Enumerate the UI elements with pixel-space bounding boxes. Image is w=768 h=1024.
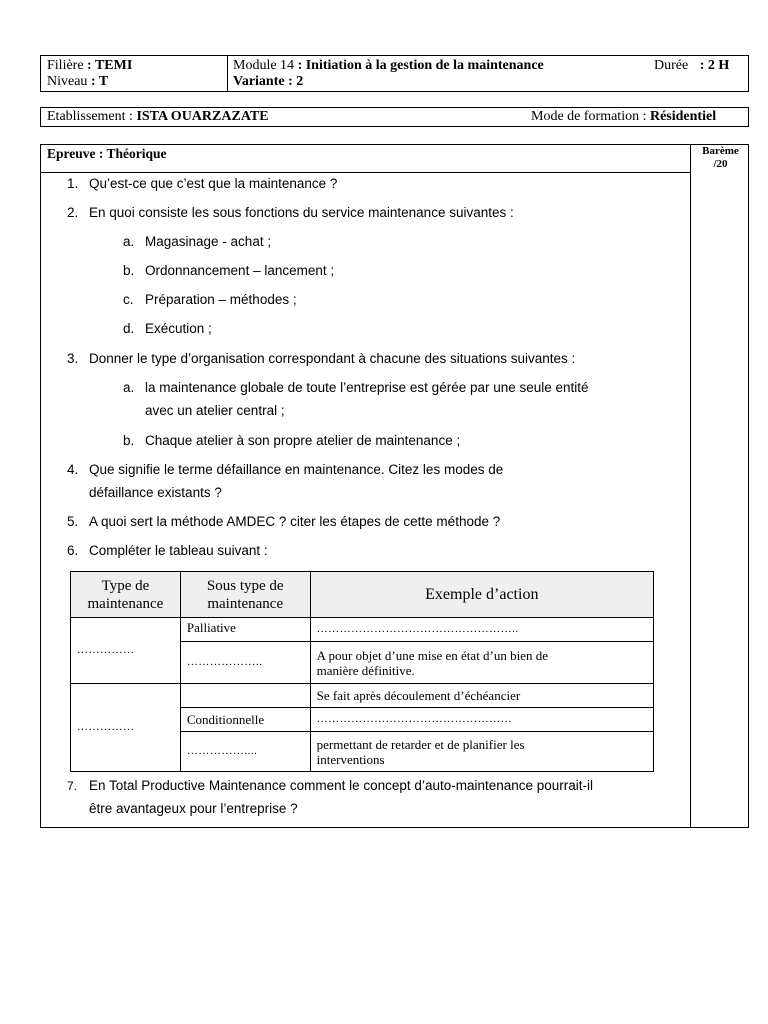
exemple-cell-2: A pour objet d’une mise en état d’un bien de manière définitive.	[310, 642, 653, 684]
filiere-value: TEMI	[94, 58, 133, 73]
filiere-line: Filière : TEMI	[47, 58, 133, 73]
mode-value: Résidentiel	[649, 109, 717, 124]
question-4: 4. Que signifie le terme défaillance en maintenance. Citez les modes de	[67, 462, 504, 477]
etablissement-label: Etablissement :	[47, 109, 133, 124]
sous-type-cell-5: ……………....	[180, 732, 310, 772]
bareme-label: Barème	[702, 145, 739, 157]
q2-item-b: b. Ordonnancement – lancement ;	[123, 263, 335, 278]
q3-item-a: a. la maintenance globale de toute l’entreprise est gérée par une seule entité	[123, 380, 589, 395]
etablissement-value: ISTA OUARZAZATE	[136, 109, 269, 124]
type-cell-2: ……………	[71, 684, 181, 772]
exemple-cell-5: permettant de retarder et de planifier les interventions	[310, 732, 653, 772]
module-line: Module 14 : Initiation à la gestion de la maintenance	[233, 58, 544, 73]
type-cell-1: ……………	[71, 618, 181, 684]
variante-line: Variante : 2	[233, 74, 304, 89]
question-4-cont: défaillance existants ?	[89, 485, 222, 500]
exemple-cell-3: Se fait après découlement d’échéancier	[310, 684, 653, 708]
variante-value: 2	[296, 74, 304, 89]
exemple-cell-1: ……………………………………………..	[310, 618, 653, 642]
duree-line	[654, 58, 729, 74]
question-3: 3. Donner le type d’organisation correspondant à chacune des situations suivantes :	[67, 351, 576, 366]
duree-value: : 2 H	[699, 58, 730, 73]
module-label: Module 14	[233, 58, 295, 73]
sous-type-cell-2: ………………..	[180, 642, 310, 684]
question-2: 2. En quoi consiste les sous fonctions du service maintenance suivantes :	[67, 205, 514, 220]
question-5: 5. A quoi sert la méthode AMDEC ? citer les étapes de cette méthode ?	[67, 514, 501, 529]
question-6: 6. Compléter le tableau suivant :	[67, 543, 268, 558]
duree-label: Durée	[654, 58, 689, 73]
niveau-value: T	[98, 74, 109, 89]
niveau-label: Niveau	[47, 74, 88, 89]
question-1: 1. Qu’est-ce que c’est que la maintenance ?	[67, 176, 338, 191]
epreuve-title: Epreuve : Théorique	[47, 146, 167, 161]
niveau-line: Niveau : T	[47, 74, 109, 89]
filiere-label: Filière	[47, 58, 84, 73]
q2-item-d: d. Exécution ;	[123, 321, 212, 336]
q3-item-a-cont: avec un atelier central ;	[145, 403, 285, 418]
variante-label: Variante	[233, 74, 285, 89]
bareme-column-divider	[690, 144, 691, 828]
question-7-cont: être avantageux pour l’entreprise ?	[89, 801, 298, 816]
q2-item-c: c. Préparation – méthodes ;	[123, 292, 297, 307]
q3-item-b: b. Chaque atelier à son propre atelier de maintenance ;	[123, 433, 461, 448]
bareme-total: /20	[713, 158, 728, 170]
mode-label: Mode de formation :	[531, 109, 647, 124]
exemple-cell-4: ……………………………………………	[310, 708, 653, 732]
mode-line	[531, 109, 716, 125]
header-exemple: Exemple d’action	[310, 572, 653, 618]
module-title: Initiation à la gestion de la maintenance	[305, 58, 544, 73]
maintenance-table	[70, 571, 654, 772]
sous-type-palliative: Palliative	[180, 618, 310, 642]
q2-item-a: a. Magasinage - achat ;	[123, 234, 272, 249]
header-divider	[227, 55, 228, 92]
header-sous-type: Sous type de maintenance	[180, 572, 310, 618]
sous-type-conditionnelle: Conditionnelle	[180, 708, 310, 732]
sous-type-cell-3	[180, 684, 310, 708]
etablissement-line	[47, 109, 269, 125]
header-type: Type de maintenance	[71, 572, 181, 618]
question-7: 7. En Total Productive Maintenance comment le concept d’auto-maintenance pourrait-il	[67, 778, 594, 793]
